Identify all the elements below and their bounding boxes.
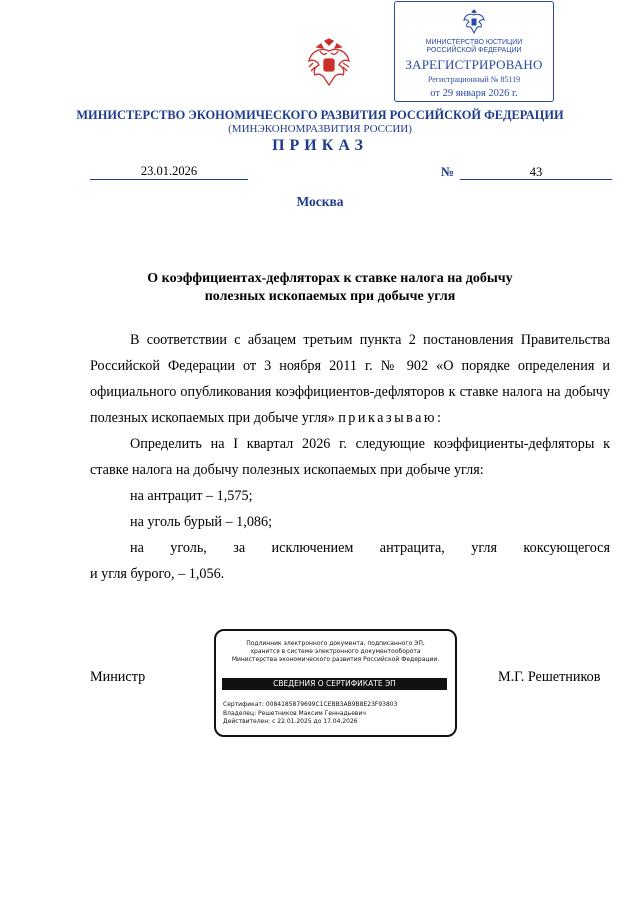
esig-certificate-info [223, 701, 397, 727]
order-date: 23.01.2026 [140, 164, 198, 178]
stamp-reg-date: от 29 января 2026 г. [430, 88, 518, 99]
coat-of-arms-emblem [303, 37, 355, 89]
esig-header: СВЕДЕНИЯ О СЕРТИФИКАТЕ ЭП [222, 678, 447, 690]
city: Москва [296, 194, 344, 209]
stamp-ministry: МИНИСТЕРСТВО ЮСТИЦИИ РОССИЙСКОЙ ФЕДЕРАЦИИ [425, 39, 523, 54]
paragraph-basis: В соответствии с абзацем третьим пункта 2 постановления Правительства Российской Федерации от 3 ноября 2011 г. № 902 «О порядке определения и официального опубликования коэффициентов-дефляторов к ставке налога на добычу полезных ископаемых при добыче угля» приказываю: [90, 332, 610, 426]
list-item: на уголь, за исключением антрацита, угля коксующегося [130, 540, 610, 556]
document-title-line1: О коэффициентах-дефляторах к ставке налога на добычу [147, 271, 513, 286]
document-body [90, 327, 610, 587]
document-title-line2: полезных ископаемых при добыче угля [204, 289, 456, 304]
number-sign: № [441, 164, 455, 179]
stamp-status: ЗАРЕГИСТРИРОВАНО [405, 57, 543, 72]
signer-position: Министр [90, 669, 146, 685]
signer-name: М.Г. Решетников [498, 669, 601, 685]
esig-intro: Подлинник электронного документа, подписанного ЭП, хранится в системе электронного документооборота Министерства экономического развития Российской Федерации. [231, 640, 440, 663]
order-keyword: приказываю: [338, 410, 444, 426]
list-item: на антрацит – 1,575; [130, 488, 253, 504]
number-underline [460, 179, 612, 180]
list-item: на уголь бурый – 1,086; [130, 514, 273, 530]
list-item-continuation: и угля бурого, – 1,056. [90, 566, 225, 582]
registration-stamp [394, 1, 554, 102]
paragraph-determine: Определить на I квартал 2026 г. следующие коэффициенты-дефляторы к ставке налога на добычу полезных ископаемых при добыче угля: [90, 436, 610, 478]
ministry-name: МИНИСТЕРСТВО ЭКОНОМИЧЕСКОГО РАЗВИТИЯ РОССИЙСКОЙ ФЕДЕРАЦИИ [76, 108, 564, 122]
stamp-reg-number: Регистрационный № 85119 [427, 75, 521, 84]
russian-coat-of-arms-icon [303, 37, 355, 89]
esig-certificate: Сертификат: 0084185879699C1CEBB3AB9B8E23F93803 [223, 701, 398, 708]
stamp-emblem-icon [395, 8, 553, 41]
date-underline [90, 179, 248, 180]
electronic-signature-stamp [214, 629, 457, 737]
order-number: 43 [529, 165, 543, 179]
document-title [100, 270, 560, 306]
esig-owner: Владелец: Решетников Максим Геннадьевич [223, 709, 366, 717]
esig-validity: Действителен: с 22.01.2025 до 17.04.2026 [223, 718, 358, 725]
order-title: ПРИКАЗ [272, 137, 368, 154]
ministry-short-name: (МИНЭКОНОМРАЗВИТИЯ РОССИИ) [228, 123, 412, 135]
